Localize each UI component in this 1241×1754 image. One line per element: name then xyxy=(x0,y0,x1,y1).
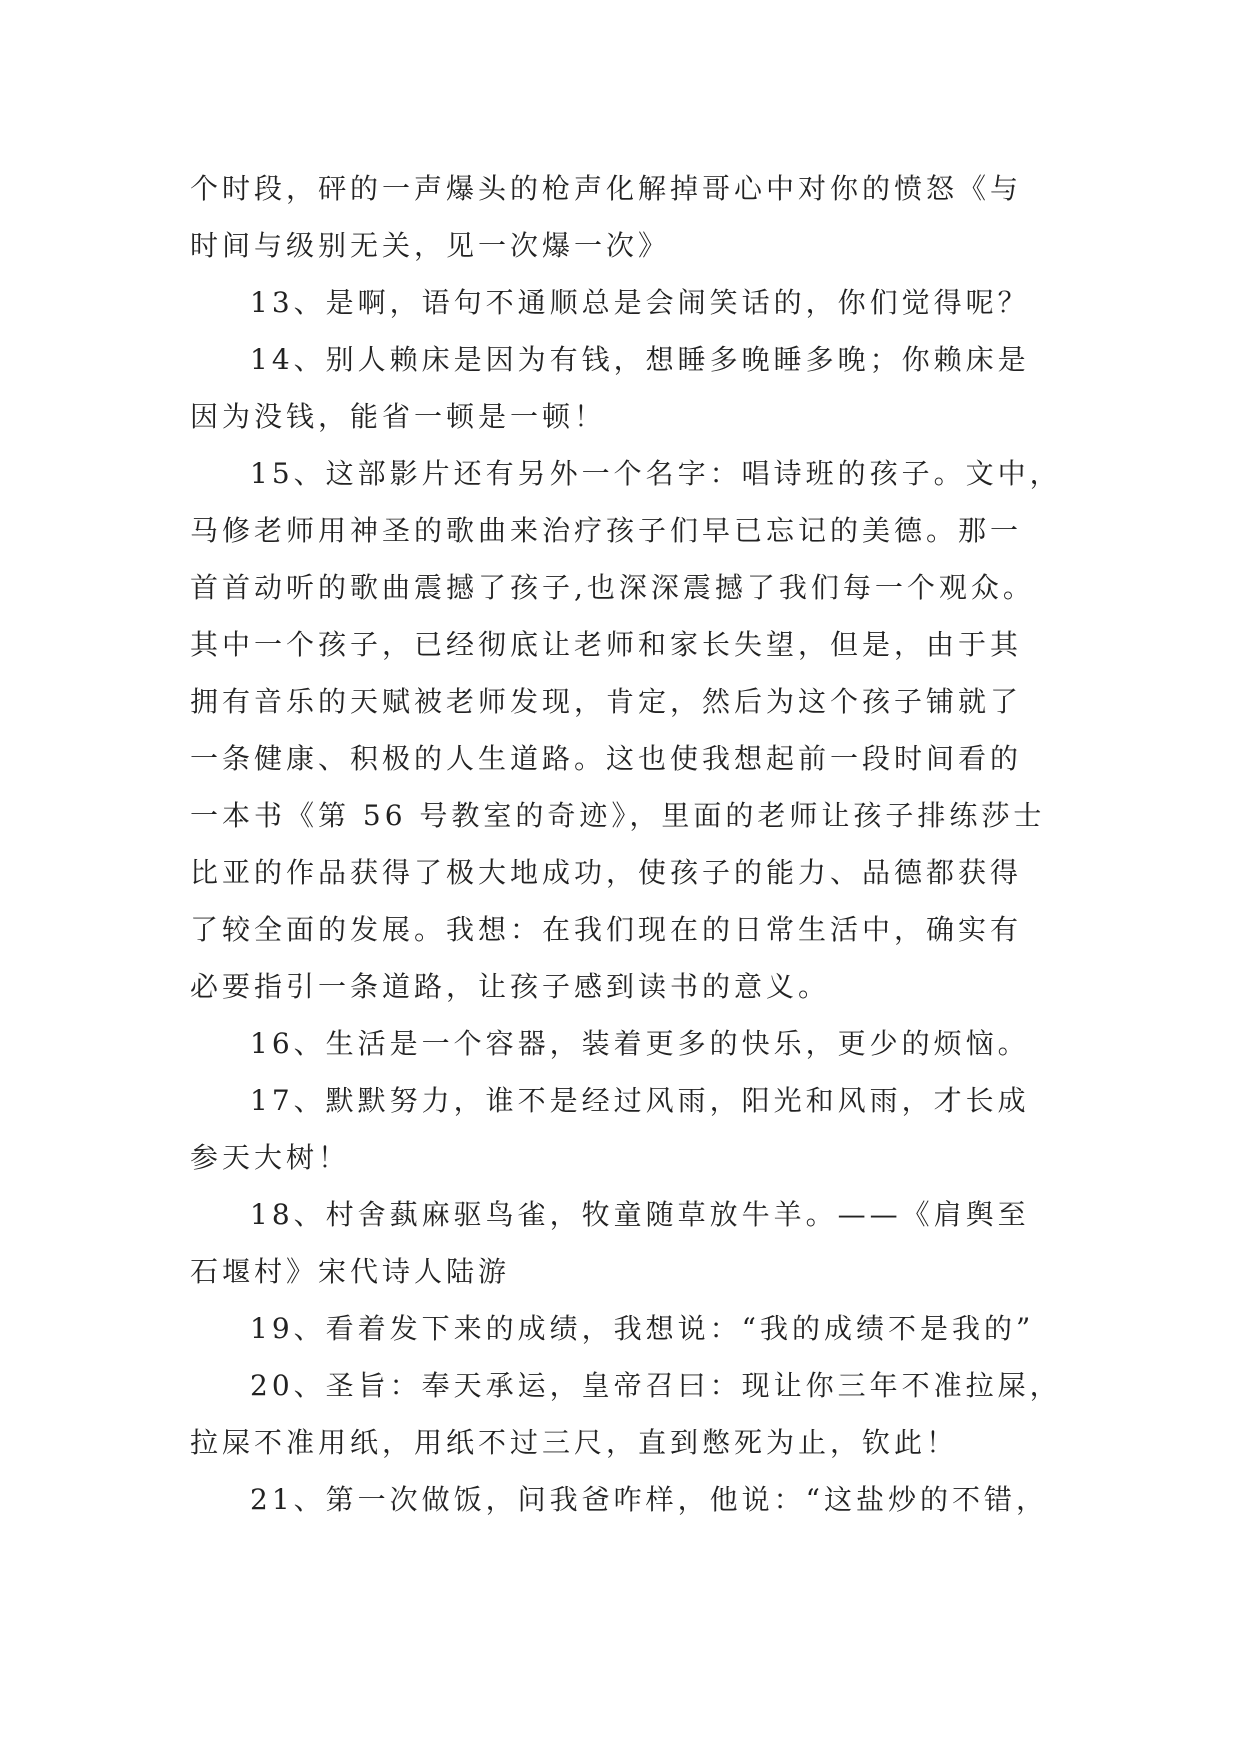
text-line-1: 个时段，砰的一声爆头的枪声化解掉哥心中对你的愤怒《与 xyxy=(190,172,1023,205)
text-line-19: 18、村舍蓺麻驱鸟雀，牧童随草放牛羊。——《肩舆至 xyxy=(250,1198,1030,1231)
text-line-3: 13、是啊，语句不通顺总是会闹笑话的，你们觉得呢？ xyxy=(250,286,1030,319)
text-line-6: 15、这部影片还有另外一个名字：唱诗班的孩子。文中， xyxy=(250,457,1062,490)
text-line-5: 因为没钱，能省一顿是一顿！ xyxy=(190,400,607,433)
text-line-22: 20、圣旨：奉天承运，皇帝召曰：现让你三年不准拉屎， xyxy=(250,1369,1062,1402)
text-line-20: 石堰村》宋代诗人陆游 xyxy=(190,1255,511,1288)
text-line-14: 了较全面的发展。我想：在我们现在的日常生活中，确实有 xyxy=(190,913,1023,946)
text-line-10: 拥有音乐的天赋被老师发现，肯定，然后为这个孩子铺就了 xyxy=(190,685,1023,718)
text-line-16: 16、生活是一个容器，装着更多的快乐，更少的烦恼。 xyxy=(250,1027,1030,1060)
text-line-4: 14、别人赖床是因为有钱，想睡多晚睡多晚；你赖床是 xyxy=(250,343,1030,376)
text-line-24: 21、第一次做饭，问我爸咋样，他说：“这盐炒的不错， xyxy=(250,1483,1048,1516)
text-line-17: 17、默默努力，谁不是经过风雨，阳光和风雨，才长成 xyxy=(250,1084,1030,1117)
text-line-2: 时间与级别无关，见一次爆一次》 xyxy=(190,229,671,262)
text-line-13: 比亚的作品获得了极大地成功，使孩子的能力、品德都获得 xyxy=(190,856,1023,889)
text-line-18: 参天大树！ xyxy=(190,1141,351,1174)
text-line-15: 必要指引一条道路，让孩子感到读书的意义。 xyxy=(190,970,831,1003)
text-line-12: 一本书《第 56 号教室的奇迹》，里面的老师让孩子排练莎士 xyxy=(190,799,1046,832)
text-line-7: 马修老师用神圣的歌曲来治疗孩子们早已忘记的美德。那一 xyxy=(190,514,1023,547)
text-line-23: 拉屎不准用纸，用纸不过三尺，直到憋死为止，钦此！ xyxy=(190,1426,959,1459)
text-line-11: 一条健康、积极的人生道路。这也使我想起前一段时间看的 xyxy=(190,742,1023,775)
text-line-9: 其中一个孩子，已经彻底让老师和家长失望，但是，由于其 xyxy=(190,628,1023,661)
body-text xyxy=(190,160,1070,1528)
text-line-21: 19、看着发下来的成绩，我想说：“我的成绩不是我的” xyxy=(250,1312,1035,1345)
text-line-8: 首首动听的歌曲震撼了孩子,也深深震撼了我们每一个观众。 xyxy=(190,571,1035,604)
